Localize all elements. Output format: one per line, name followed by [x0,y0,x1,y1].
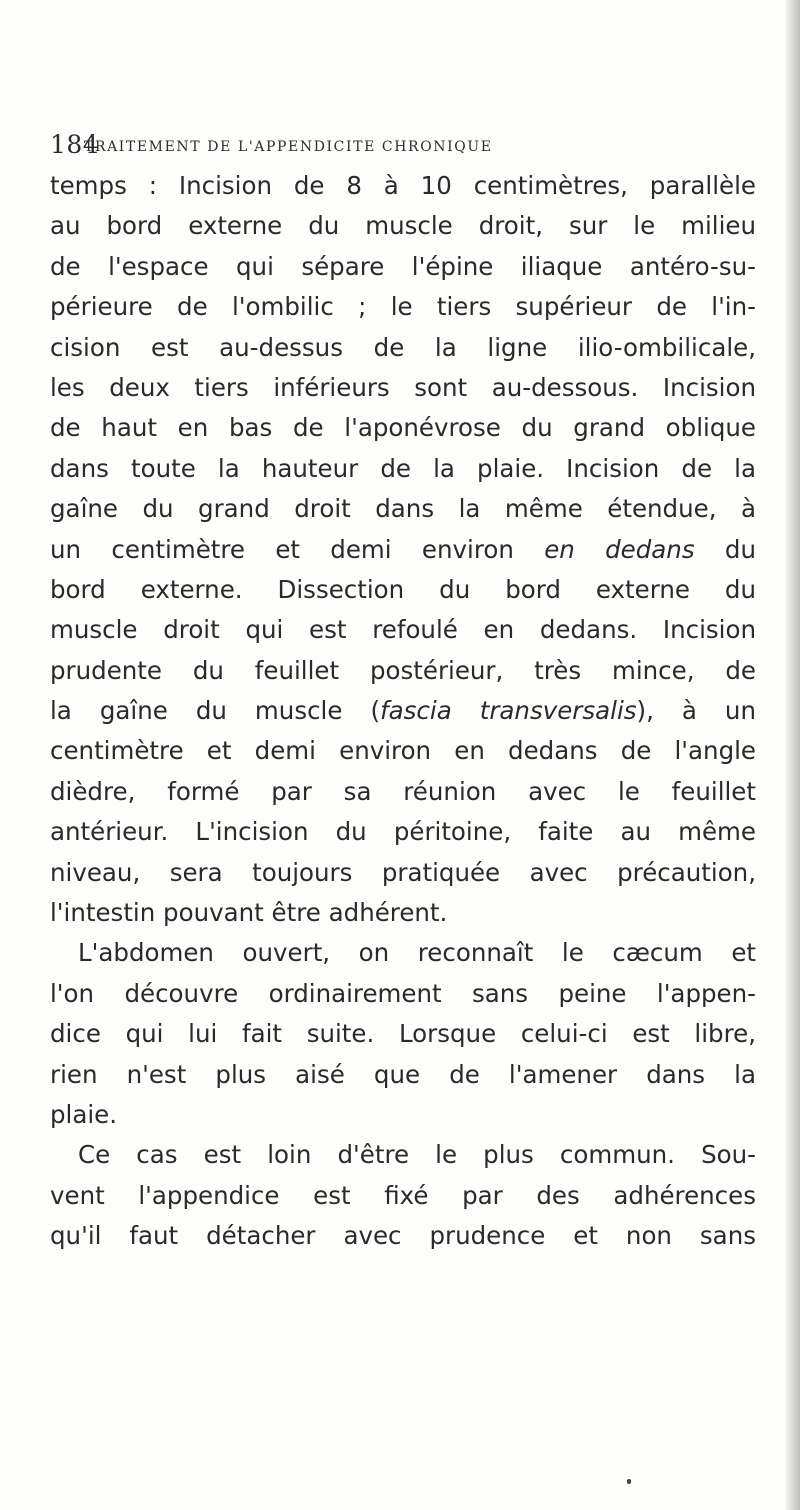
text-line: antérieur. L'incision du péritoine, faite au même [50,817,756,847]
text-line: de haut en bas de l'aponévrose du grand oblique [50,413,756,443]
page-edge-shadow [786,0,800,1510]
italic-phrase: fascia transversalis [380,696,637,726]
body-text [50,166,756,1257]
text-line: qu'il faut détacher avec prudence et non sans [50,1221,756,1251]
text-line: centimètre et demi environ en dedans de l'angle [50,736,756,766]
running-title: TRAITEMENT DE L'APPENDICITE CHRONIQUE [84,139,493,155]
text-line: rien n'est plus aisé que de l'amener dans la [50,1059,756,1089]
text-line: niveau, sera toujours pratiquée avec précaution, [50,857,756,887]
text-line: dièdre, formé par sa réunion avec le feuillet [50,776,756,806]
text-line: Ce cas est loin d'être le plus commun. Sou- [78,1140,756,1170]
text-line [50,530,756,570]
text-line: L'abdomen ouvert, on reconnaît le cæcum et [78,938,756,968]
page-number: 184 [50,130,100,159]
text-segment: la gaîne du muscle ( [50,696,381,726]
text-line: prudente du feuillet postérieur, très mince, de [50,655,756,685]
text-line: gaîne du grand droit dans la même étendue, à [50,494,756,524]
page-header [50,130,750,164]
text-line: vent l'appendice est fixé par des adhérences [50,1180,756,1210]
text-line: l'intestin pouvant être adhérent. [50,898,448,928]
text-line [50,691,756,731]
text-line: de l'espace qui sépare l'épine iliaque antéro-su- [50,251,756,281]
text-line: les deux tiers inférieurs sont au-dessous. Incision [50,372,756,402]
text-line: périeure de l'ombilic ; le tiers supérieur de l'in- [50,292,756,322]
text-line: temps : Incision de 8 à 10 centimètres, parallèle [50,171,756,200]
italic-phrase: en dedans [544,534,695,564]
text-line: cision est au-dessus de la ligne ilio-ombilicale, [50,332,756,362]
text-line: au bord externe du muscle droit, sur le milieu [50,211,756,241]
text-line: plaie. [50,1099,118,1129]
text-segment: du [694,534,757,564]
text-line: dans toute la hauteur de la plaie. Incision de la [50,453,756,483]
text-line: l'on découvre ordinairement sans peine l'appen- [50,978,756,1008]
text-segment: ), à un [636,696,756,726]
text-line: muscle droit qui est refoulé en dedans. Incision [50,615,756,645]
text-segment: un centimètre et demi environ [50,534,545,564]
text-line: bord externe. Dissection du bord externe du [50,574,756,604]
ink-speck [627,1479,631,1484]
text-line: dice qui lui fait suite. Lorsque celui-ci est libre, [50,1019,756,1049]
